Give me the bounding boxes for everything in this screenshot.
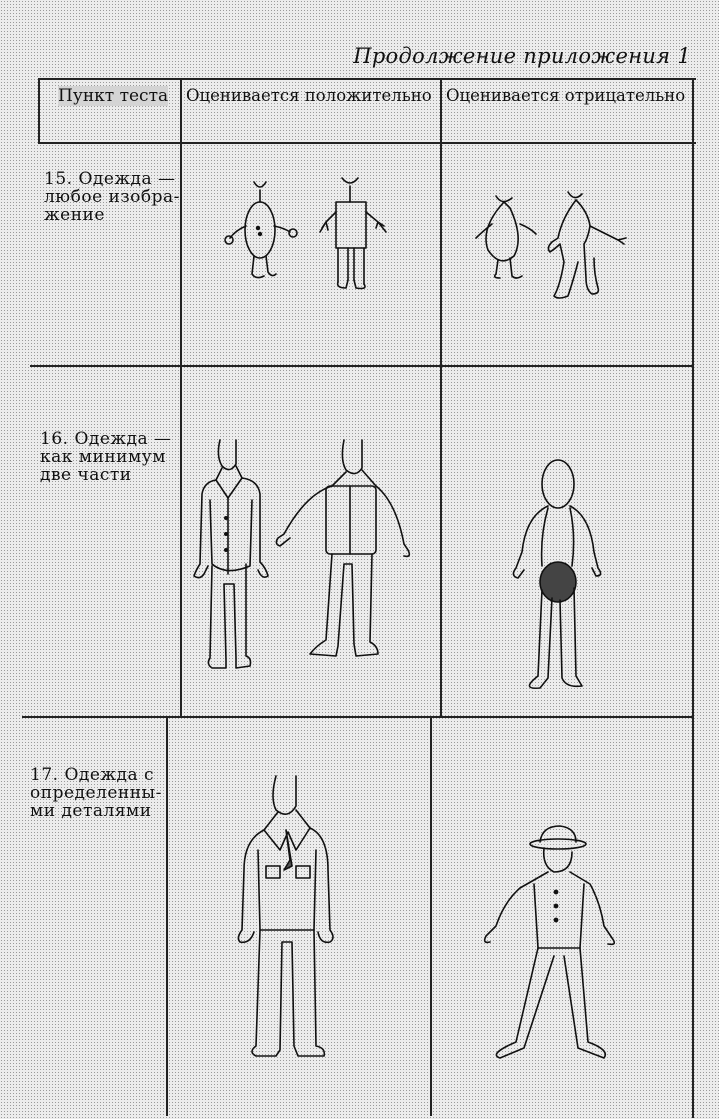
row-17-negative-drawing <box>480 822 630 1072</box>
row-17-label-line-3: ми деталями <box>30 801 152 821</box>
table-header-divider <box>38 142 696 144</box>
row-16-positive-drawing <box>186 434 436 674</box>
column-header-positive: Оценивается положительно <box>186 86 432 105</box>
table-border-left <box>38 78 40 142</box>
table-border-top <box>38 78 696 80</box>
column-divider-left <box>180 78 182 718</box>
row-17-label-line-1: 17. Одежда с <box>30 765 155 785</box>
column-header-item: Пункт теста <box>58 86 169 106</box>
row-15-label <box>44 170 180 224</box>
row-divider-1 <box>30 365 694 367</box>
column-divider-mid-lower <box>430 716 432 1116</box>
row-16-label-line-2: как минимум <box>40 447 166 467</box>
row-16-label <box>40 430 172 484</box>
row-17-label <box>30 766 162 820</box>
column-header-negative: Оценивается отрицательно <box>446 86 686 105</box>
row-15-label-line-3: жение <box>44 205 105 225</box>
row-15-negative-drawing <box>470 178 650 308</box>
row-16-label-line-1: 16. Одежда — <box>40 429 172 449</box>
row-16-label-line-3: две части <box>40 465 132 485</box>
row-divider-2 <box>22 716 692 718</box>
row-15-label-line-1: 15. Одежда — <box>44 169 176 189</box>
column-divider-left-lower <box>166 716 168 1116</box>
continuation-title: Продолжение приложения 1 <box>353 44 691 68</box>
row-17-positive-drawing <box>230 770 350 1070</box>
column-divider-mid <box>440 78 442 718</box>
row-15-label-line-2: любое изобра- <box>44 187 180 207</box>
row-16-negative-drawing <box>500 456 620 696</box>
row-17-label-line-2: определенны- <box>30 783 162 803</box>
row-15-positive-drawing <box>210 170 410 300</box>
table-border-right <box>692 78 694 1118</box>
